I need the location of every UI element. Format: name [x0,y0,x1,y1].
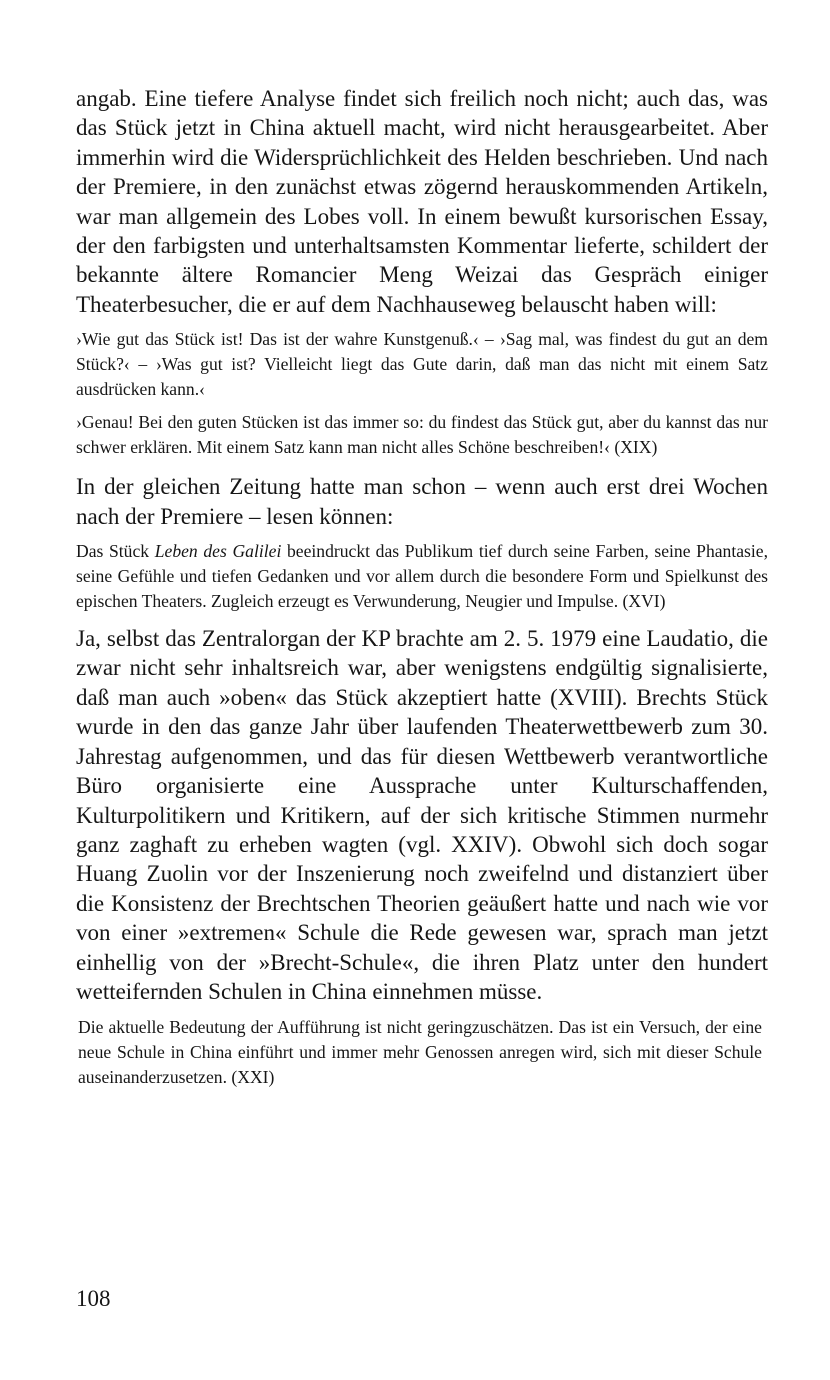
block-quote-1: ›Wie gut das Stück ist! Das ist der wahre Kunstgenuß.‹ – ›Sag mal, was findest du gut an dem Stück?‹ – ›Was gut ist? Vielleicht liegt das Gute darin, daß man das nicht mit einem Satz ausdrücken kann.‹ [76,329,768,400]
block-quote-3 [76,539,768,614]
quote-3-work-title: Leben des Galilei [154,541,282,562]
quote-3-text-before: Das Stück [76,541,155,562]
body-paragraph-2: In der gleichen Zeitung hatte man schon – wenn auch erst drei Wochen nach der Premiere – lesen können: [76,474,768,529]
quote-3-text-after: beeindruckt das Publikum tief durch seine Farben, seine Phantasie, seine Gefühle und tiefen Gedanken und vor allem durch die besondere Form und Spielkunst des epischen Theaters. Zugleich erzeugt es Verwunderung, Neugier und Impulse. (XVI) [76,541,768,612]
body-paragraph-3: Ja, selbst das Zentralorgan der KP brachte am 2. 5. 1979 eine Laudatio, die zwar nicht sehr inhaltsreich war, aber wenigstens endgültig signalisierte, daß man auch »oben« das Stück akzeptiert hatte (XVIII). Brechts Stück wurde in den das ganze Jahr über laufenden Theaterwettbewerb zum 30. Jahrestag aufgenommen, und das für diesen Wettbewerb verantwortliche Büro organisierte eine Aussprache unter Kulturschaffenden, Kulturpolitikern und Kritikern, auf der sich kritische Stimmen nurmehr ganz zaghaft zu erheben wagten (vgl. XXIV). Obwohl sich doch sogar Huang Zuolin vor der Inszenierung noch zweifelnd und distanziert über die Konsistenz der Brechtschen Theorien geäußert hatte und nach wie vor von einer »extremen« Schule die Rede gewesen war, sprach man jetzt einhellig von der »Brecht-Schule«, die ihren Platz unter den hundert wetteifernden Schulen in China einnehmen müsse. [76,626,768,1004]
block-quote-4: Die aktuelle Bedeutung der Aufführung ist nicht geringzuschätzen. Das ist ein Versuch, der eine neue Schule in China einführt und immer mehr Genossen anregen wird, sich mit dieser Schule auseinanderzusetzen. (XXI) [78,1017,762,1088]
block-quote-2: ›Genau! Bei den guten Stücken ist das immer so: du findest das Stück gut, aber du kannst das nur schwer erklären. Mit einem Satz kann man nicht alles Schöne beschreiben!‹ (XIX) [76,412,768,458]
page-number: 108 [76,1286,111,1311]
body-paragraph-1: angab. Eine tiefere Analyse findet sich freilich noch nicht; auch das, was das Stück jetzt in China aktuell macht, wird nicht herausgearbeitet. Aber immerhin wird die Widersprüchlichkeit des Helden beschrieben. Und nach der Premiere, in den zunächst etwas zögernd herauskommenden Artikeln, war man allgemein des Lobes voll. In einem bewußt kursorischen Essay, der den farbigsten und unterhaltsamsten Kommentar lieferte, schildert der bekannte ältere Romancier Meng Weizai das Gespräch einiger Theaterbesucher, die er auf dem Nachhauseweg belauscht haben will: [76,86,768,317]
